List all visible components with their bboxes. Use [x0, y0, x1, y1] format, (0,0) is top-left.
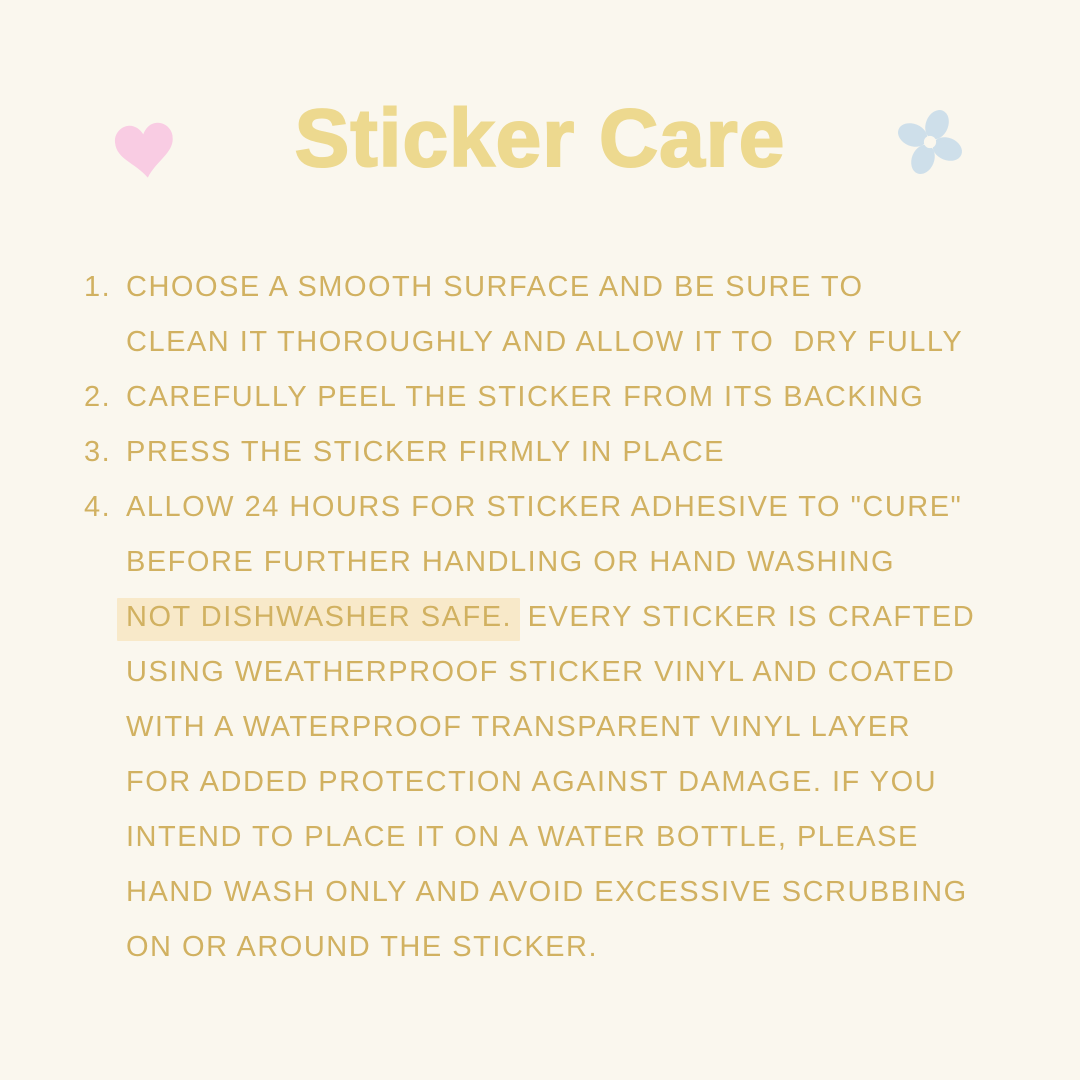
care-instructions-list — [0, 232, 1080, 975]
text-line — [126, 920, 1024, 975]
text-line — [126, 590, 1024, 645]
text-line — [126, 480, 1024, 535]
list-item-text — [126, 425, 1024, 480]
list-item-number: 3. — [84, 436, 112, 468]
page-title: Sticker Care — [294, 93, 786, 184]
list-item-text — [126, 480, 1024, 975]
text-segment: CHOOSE A SMOOTH SURFACE AND BE SURE TO — [126, 271, 864, 303]
text-segment: INTEND TO PLACE IT ON A WATER BOTTLE, PLEASE — [126, 821, 919, 853]
text-line — [126, 370, 1024, 425]
text-segment: PRESS THE STICKER FIRMLY IN PLACE — [126, 436, 726, 468]
text-line — [126, 755, 1024, 810]
text-segment: ON OR AROUND THE STICKER. — [126, 931, 599, 963]
text-segment: FOR ADDED PROTECTION AGAINST DAMAGE. IF YOU — [126, 766, 938, 798]
list-item-text — [126, 260, 1024, 370]
list-item-number: 2. — [84, 381, 112, 413]
list-item-number: 4. — [84, 491, 112, 523]
list-item — [84, 260, 1024, 370]
text-line — [126, 810, 1024, 865]
text-line — [126, 315, 1024, 370]
list-item-number: 1. — [84, 271, 112, 303]
text-segment: ALLOW 24 HOURS FOR STICKER ADHESIVE TO "CURE" — [126, 491, 963, 523]
text-segment: USING WEATHERPROOF STICKER VINYL AND COATED — [126, 656, 956, 688]
text-line — [126, 260, 1024, 315]
highlighted-text: NOT DISHWASHER SAFE. — [117, 598, 520, 641]
text-line — [126, 425, 1024, 480]
text-line — [126, 865, 1024, 920]
text-segment: CLEAN IT THOROUGHLY AND ALLOW IT TO DRY FULLY — [126, 326, 964, 358]
list-item-text — [126, 370, 1024, 425]
text-line — [126, 645, 1024, 700]
flower-icon — [894, 104, 966, 180]
text-segment: WITH A WATERPROOF TRANSPARENT VINYL LAYER — [126, 711, 912, 743]
text-segment: EVERY STICKER IS CRAFTED — [518, 601, 976, 633]
text-line — [126, 535, 1024, 590]
list-item — [84, 480, 1024, 975]
card-header — [0, 0, 1080, 232]
list-item — [84, 425, 1024, 480]
text-segment: CAREFULLY PEEL THE STICKER FROM ITS BACKING — [126, 381, 925, 413]
text-line — [126, 700, 1024, 755]
text-segment: HAND WASH ONLY AND AVOID EXCESSIVE SCRUBBING — [126, 876, 968, 908]
text-segment: BEFORE FURTHER HANDLING OR HAND WASHING — [126, 546, 896, 578]
list-item — [84, 370, 1024, 425]
